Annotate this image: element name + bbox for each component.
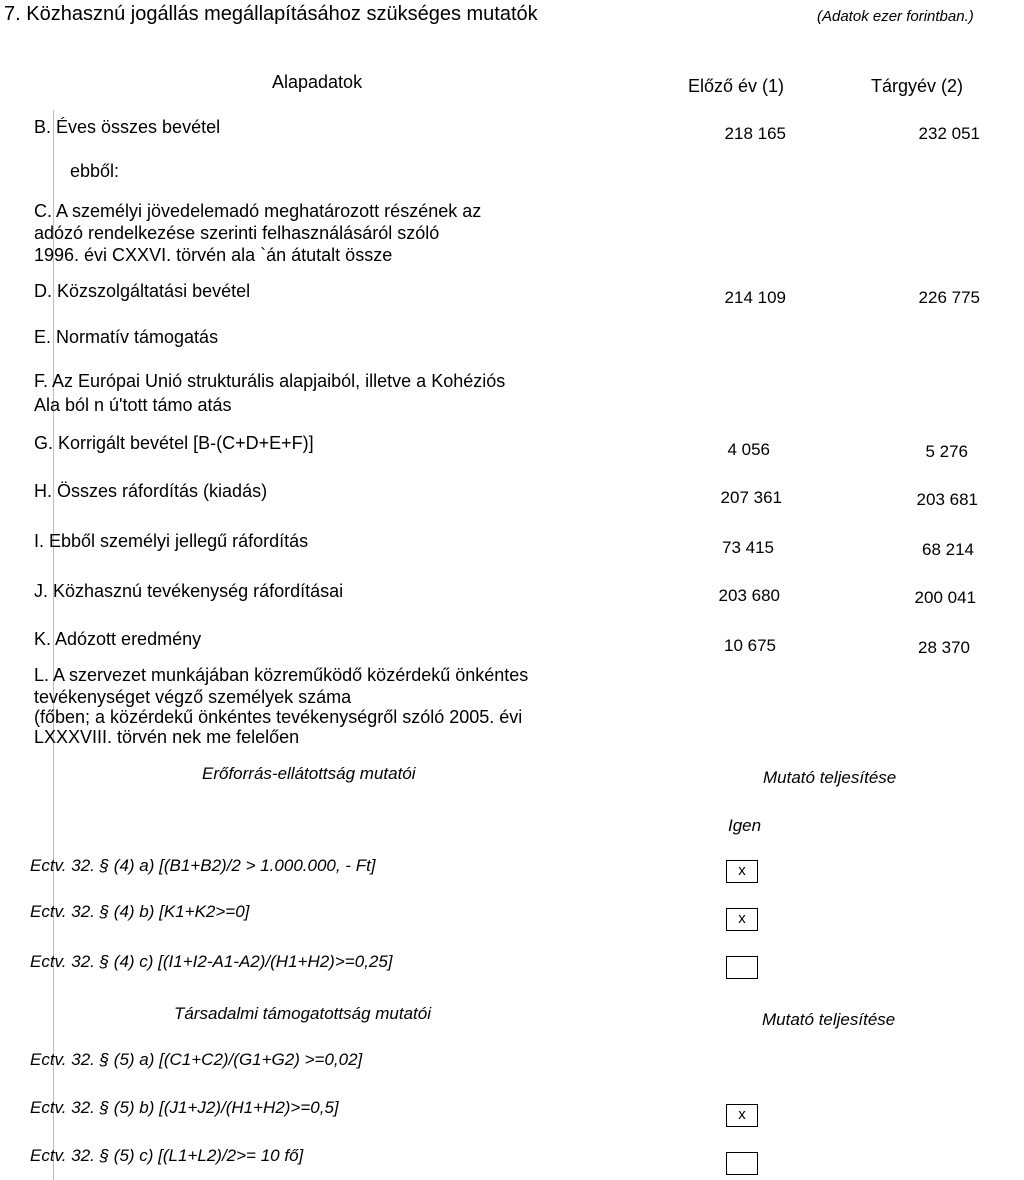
row-h-prev: 207 361 [720,488,782,507]
row-k-prev: 10 675 [724,636,776,655]
row-j-prev: 203 680 [718,586,780,605]
row-i-prev: 73 415 [722,538,774,557]
resource-item-3-checkbox[interactable] [726,956,758,979]
row-k-curr: 28 370 [918,638,970,657]
column-header-prev: Előző év (1) [688,76,785,96]
resource-heading: Erőforrás-ellátottság mutatói [202,764,416,783]
resource-item-2-checkbox[interactable]: x [726,908,758,931]
row-d-label: D. Közszolgáltatási bevétel [34,281,251,301]
row-g-label: G. Korrigált bevétel [B-(C+D+E+F)] [34,433,314,453]
row-b-prev: 218 165 [724,124,786,143]
row-c-line3: 1996. évi CXXVI. törvén ala `án átutalt össze [34,245,393,265]
row-c-line2: adózó rendelkezése szerinti felhasználásáról szóló [34,223,440,243]
row-l-line4: LXXXVIII. törvén nek me felelően [34,727,300,747]
ebbol-label: ebből: [70,161,120,181]
social-item-2-checkbox[interactable]: x [726,1104,758,1127]
row-f-line2: Ala ból n ú'tott támo atás [34,395,232,415]
resource-item-2-label: Ectv. 32. § (4) b) [K1+K2>=0] [30,902,250,921]
resource-item-1-checkbox[interactable]: x [726,860,758,883]
row-j-label: J. Közhasznú tevékenység ráfordításai [34,581,344,601]
igen-label: Igen [728,816,762,835]
social-item-3-checkbox[interactable] [726,1152,758,1175]
row-c-line1: C. A személyi jövedelemadó meghatározott részének az [34,201,482,221]
unit-note: (Adatok ezer forintban.) [817,8,974,25]
social-item-1-label: Ectv. 32. § (5) a) [(C1+C2)/(G1+G2) >=0,02] [30,1050,363,1069]
row-h-label: H. Összes ráfordítás (kiadás) [34,481,268,501]
resource-item-3-label: Ectv. 32. § (4) c) [(I1+I2-A1-A2)/(H1+H2)>=0,25] [30,952,393,971]
row-l-line3: (főben; a közérdekű önkéntes tevékenységről szóló 2005. évi [34,707,523,727]
social-heading: Társadalmi támogatottság mutatói [174,1004,432,1023]
row-i-curr: 68 214 [922,540,974,559]
row-j-curr: 200 041 [914,588,976,607]
row-l-line2: tevékenységet végző személyek száma [34,687,352,707]
social-item-2-label: Ectv. 32. § (5) b) [(J1+J2)/(H1+H2)>=0,5] [30,1098,339,1117]
row-k-label: K. Adózott eredmény [34,629,202,649]
column-header-curr: Tárgyév (2) [871,76,964,96]
resource-item-1-label: Ectv. 32. § (4) a) [(B1+B2)/2 > 1.000.000, - Ft] [30,856,376,875]
row-e-label: E. Normatív támogatás [34,327,219,347]
row-d-prev: 214 109 [724,288,786,307]
row-f-line1: F. Az Európai Unió strukturális alapjaiból, illetve a Kohéziós [34,371,506,391]
row-i-label: I. Ebből személyi jellegű ráfordítás [34,531,309,551]
row-l-line1: L. A szervezet munkájában közreműködő közérdekű önkéntes [34,665,529,685]
row-b-curr: 232 051 [918,124,980,143]
row-g-prev: 4 056 [727,440,770,459]
row-b-label: B. Éves összes bevétel [34,117,221,137]
social-item-3-label: Ectv. 32. § (5) c) [(L1+L2)/2>= 10 fő] [30,1146,304,1165]
column-header-label: Alapadatok [272,72,363,92]
social-result-heading: Mutató teljesítése [762,1010,896,1029]
row-g-curr: 5 276 [925,442,968,461]
resource-result-heading: Mutató teljesítése [763,768,897,787]
page-title: 7. Közhasznú jogállás megállapításához szükséges mutatók [4,3,538,25]
row-d-curr: 226 775 [918,288,980,307]
row-h-curr: 203 681 [916,490,978,509]
